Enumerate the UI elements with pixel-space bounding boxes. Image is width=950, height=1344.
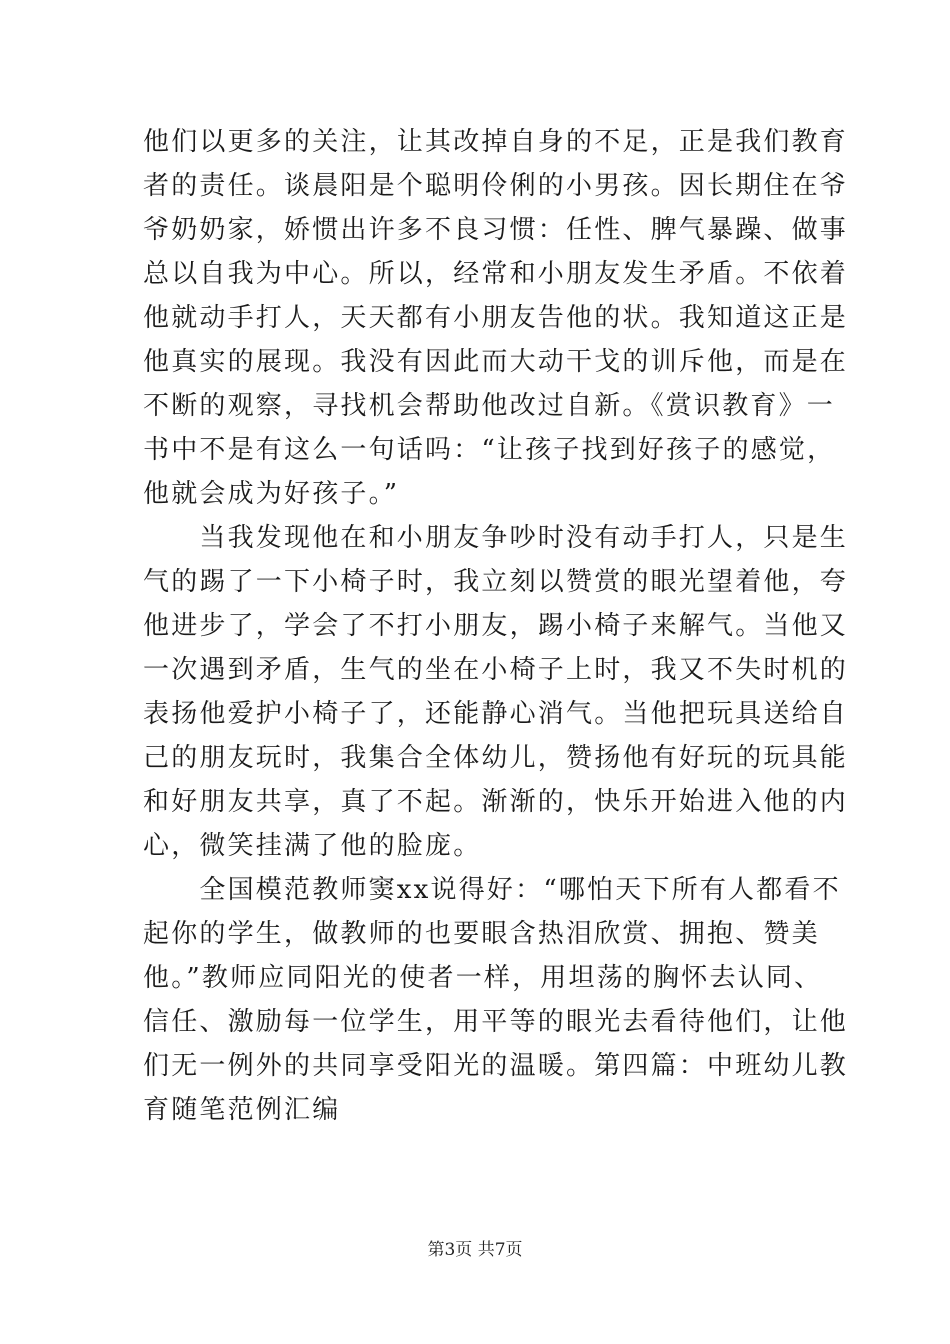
paragraph	[143, 120, 849, 516]
text-line: 者的责任。谈晨阳是个聪明伶俐的小男孩。因长期住在爷	[143, 171, 849, 201]
text-line: 育随笔范例汇编	[143, 1095, 341, 1125]
text-line: 们无一例外的共同享受阳光的温暖。第四篇：中班幼儿教	[143, 1051, 849, 1081]
text-line: 他就动手打人，天天都有小朋友告他的状。我知道这正是	[143, 303, 849, 333]
text-line: 爷奶奶家，娇惯出许多不良习惯：任性、脾气暴躁、做事	[143, 215, 849, 245]
text-line: 起你的学生，做教师的也要眼含热泪欣赏、拥抱、赞美	[143, 919, 820, 949]
text-line: 当我发现他在和小朋友争吵时没有动手打人，只是生	[143, 523, 849, 553]
text-line: 全国模范教师窦xx说得好：“哪怕天下所有人都看不	[143, 875, 841, 905]
text-line: 和好朋友共享，真了不起。渐渐的，快乐开始进入他的内	[143, 787, 849, 817]
text-line: 一次遇到矛盾，生气的坐在小椅子上时，我又不失时机的	[143, 655, 849, 685]
text-line: 总以自我为中心。所以，经常和小朋友发生矛盾。不依着	[143, 259, 849, 289]
text-line: 心，微笑挂满了他的脸庞。	[143, 831, 482, 861]
text-line: 不断的观察，寻找机会帮助他改过自新。《赏识教育》一	[143, 391, 836, 421]
text-line: 他就会成为好孩子。”	[143, 479, 400, 509]
text-line: 他进步了，学会了不打小朋友，踢小椅子来解气。当他又	[143, 611, 849, 641]
text-line: 他们以更多的关注，让其改掉自身的不足，正是我们教育	[143, 127, 849, 157]
text-line: 信任、激励每一位学生，用平等的眼光去看待他们，让他	[143, 1007, 849, 1037]
text-line: 书中不是有这么一句话吗：“让孩子找到好孩子的感觉，	[143, 435, 836, 465]
paragraph	[143, 868, 849, 1132]
text-line: 他真实的展现。我没有因此而大动干戈的训斥他，而是在	[143, 347, 849, 377]
paragraph	[143, 516, 849, 868]
page-footer: 第3页 共7页	[427, 1240, 523, 1260]
text-line: 表扬他爱护小椅子了，还能静心消气。当他把玩具送给自	[143, 699, 849, 729]
document-body	[143, 120, 849, 1132]
text-line: 气的踢了一下小椅子时，我立刻以赞赏的眼光望着他，夸	[143, 567, 849, 597]
text-line: 他。”教师应同阳光的使者一样，用坦荡的胸怀去认同、	[143, 963, 823, 993]
text-line: 己的朋友玩时，我集合全体幼儿，赞扬他有好玩的玩具能	[143, 743, 849, 773]
